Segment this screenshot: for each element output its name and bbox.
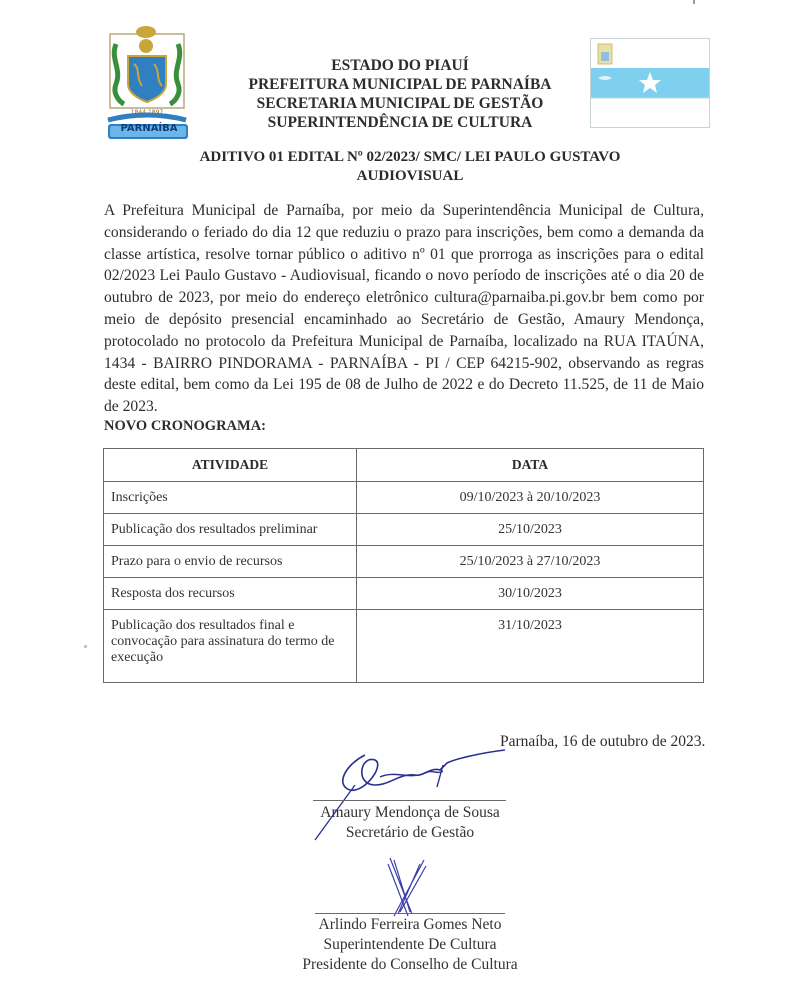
table-row	[104, 514, 704, 546]
header-superintendence: SUPERINTENDÊNCIA DE CULTURA	[267, 114, 533, 131]
table-row	[104, 610, 704, 683]
coat-banner-text: PARNAÍBA	[120, 123, 178, 134]
municipal-flag-icon	[590, 38, 710, 128]
date-cell: 25/10/2023	[357, 514, 704, 546]
scan-artifact	[693, 0, 695, 4]
date-cell: 09/10/2023 à 20/10/2023	[357, 482, 704, 514]
date-cell: 30/10/2023	[357, 578, 704, 610]
activity-cell: Prazo para o envio de recursos	[104, 546, 357, 578]
document-title	[150, 148, 670, 186]
place-date: Parnaíba, 16 de outubro de 2023.	[500, 733, 706, 750]
signatory-role: Superintendente De Cultura	[323, 936, 497, 953]
signature-line	[315, 913, 505, 914]
activity-cell: Publicação dos resultados final e convocação para assinatura do termo de execução	[104, 610, 357, 683]
table-row	[104, 482, 704, 514]
signatory-role: Secretário de Gestão	[345, 824, 475, 841]
header-prefecture: PREFEITURA MUNICIPAL DE PARNAÍBA	[248, 76, 552, 93]
document-title-line2: AUDIOVISUAL	[356, 168, 464, 184]
signatory-name: Arlindo Ferreira Gomes Neto	[318, 916, 502, 933]
column-header-activity: ATIVIDADE	[104, 449, 357, 482]
document-title-line1: ADITIVO 01 EDITAL Nº 02/2023/ SMC/ LEI PAULO GUSTAVO	[199, 149, 621, 165]
header-block	[200, 56, 600, 132]
table-row	[104, 578, 704, 610]
date-cell: 25/10/2023 à 27/10/2023	[357, 546, 704, 578]
scan-artifact	[84, 645, 87, 648]
activity-cell: Resposta dos recursos	[104, 578, 357, 610]
schedule-table	[103, 448, 704, 683]
signatory-name: Amaury Mendonça de Sousa	[320, 804, 500, 821]
activity-cell: Inscrições	[104, 482, 357, 514]
activity-cell: Publicação dos resultados preliminar	[104, 514, 357, 546]
header-state: ESTADO DO PIAUÍ	[331, 57, 469, 74]
header-secretariat: SECRETARIA MUNICIPAL DE GESTÃO	[256, 95, 544, 112]
table-header-row	[104, 449, 704, 482]
table-row	[104, 546, 704, 578]
signature-icon	[380, 856, 430, 918]
signatory-role: Presidente do Conselho de Cultura	[302, 956, 518, 973]
column-header-date: DATA	[357, 449, 704, 482]
svg-text:1844 1897: 1844 1897	[130, 109, 164, 116]
date-cell: 31/10/2023	[357, 610, 704, 683]
schedule-heading: NOVO CRONOGRAMA:	[104, 418, 267, 434]
signature-line	[313, 800, 506, 801]
body-paragraph: A Prefeitura Municipal de Parnaíba, por meio da Superintendência Municipal de Cultura, considerando o feriado do dia 12 que reduziu o prazo para inscrições, bem como a demanda da classe artística, resolve tornar público o aditivo nº 01 que prorroga as inscrições para o edital 02/2023 Lei Paulo Gustavo - Audiovisual, ficando o novo período de inscrições até o dia 20 de outubro de 2023, por meio do endereço eletrônico cultura@parnaiba.pi.gov.br bem como por meio de depósito presencial encaminhado ao Secretário de Gestão, Amaury Mendonça, protocolado no protocolo da Prefeitura Municipal de Parnaíba, localizado na RUA ITAÚNA, 1434 - BAIRRO PINDORAMA - PARNAÍBA - PI / CEP 64215-902, observando as regras deste edital, bem como da Lei 195 de 08 de Julho de 2022 e do Decreto 11.525, de 11 de Maio de 2023.	[104, 202, 704, 416]
